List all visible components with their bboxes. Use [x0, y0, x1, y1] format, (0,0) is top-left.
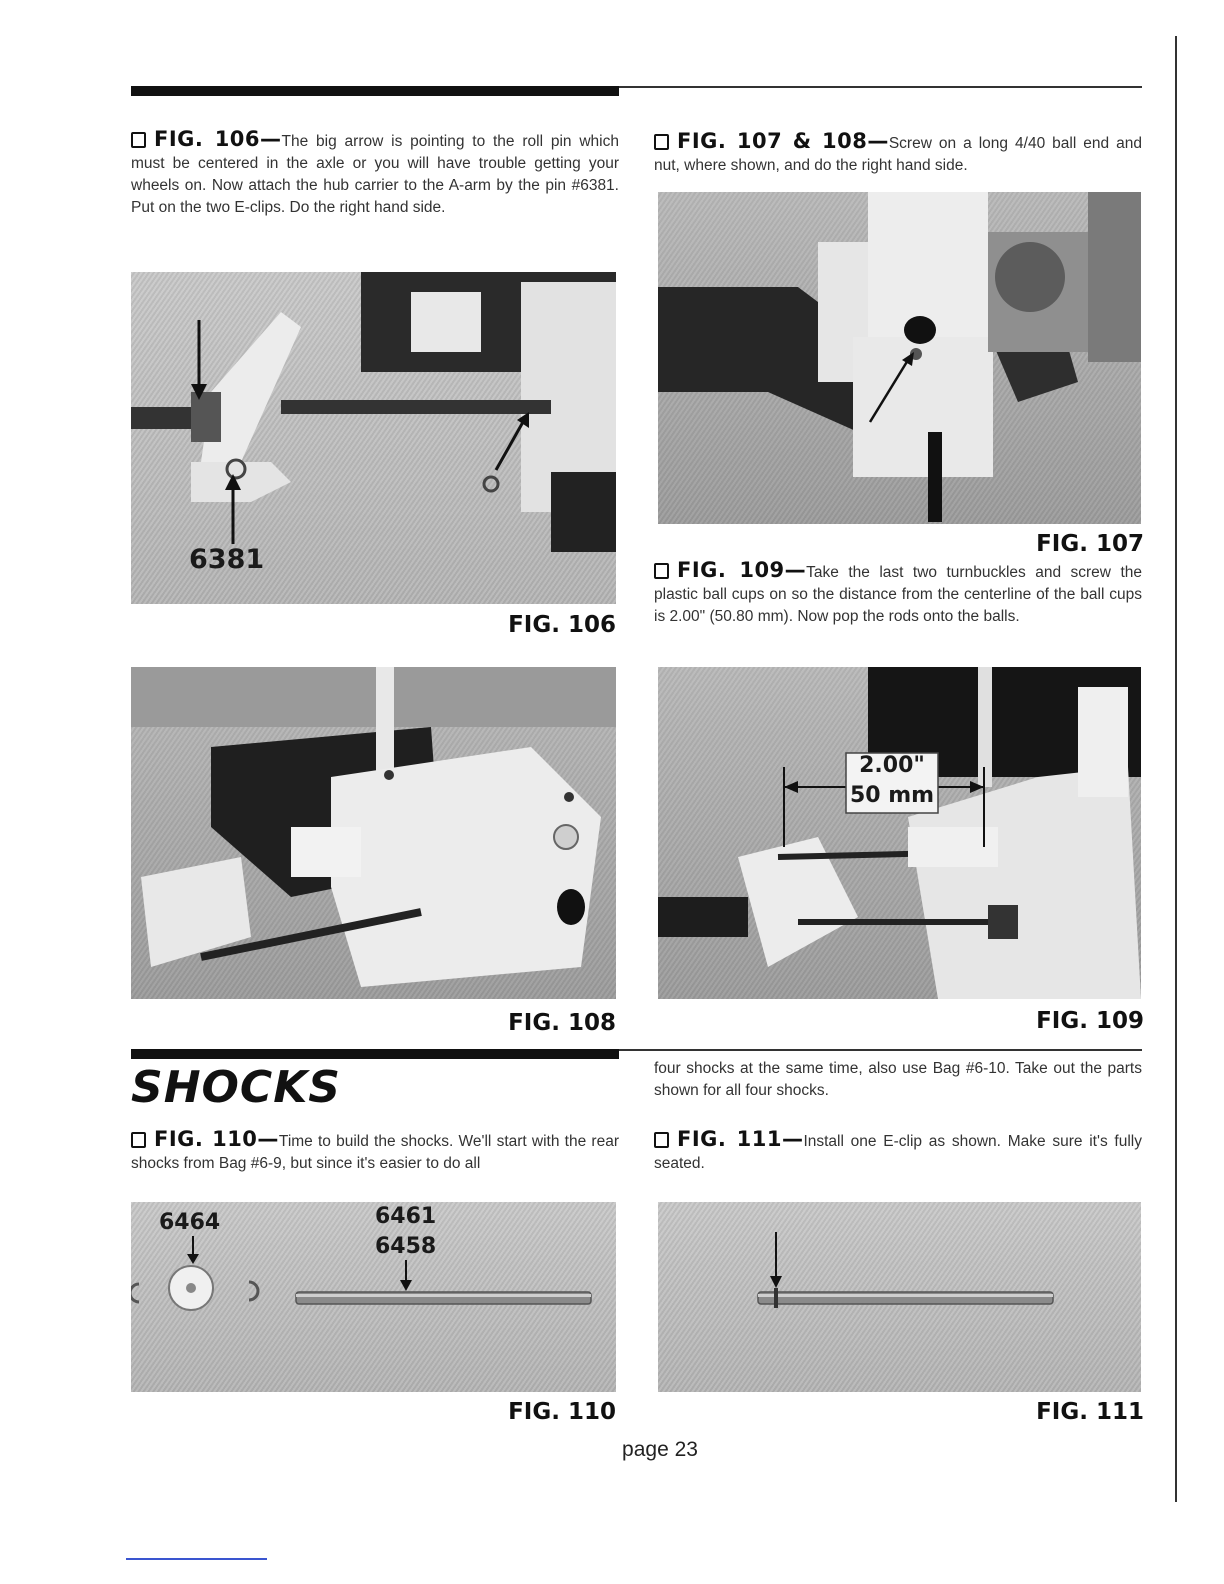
shocks-rule-thin	[619, 1049, 1142, 1051]
fig109-label: FIG. 109	[677, 558, 785, 582]
fig107-108-checkbox[interactable]	[654, 134, 669, 150]
fig106-photo	[131, 272, 616, 604]
fig107-caption: FIG. 107	[1036, 531, 1144, 557]
fig110-part-6464: 6464	[159, 1210, 221, 1235]
fig110-checkbox[interactable]	[131, 1132, 146, 1148]
fig111-photo	[658, 1202, 1141, 1392]
top-rule-thin	[619, 86, 1142, 88]
fig106-checkbox[interactable]	[131, 132, 146, 148]
top-rule-thick	[131, 86, 619, 96]
fig107-108-text: Screw on a long 4/40 ball end and nut, where shown, and do the right hand side.	[654, 135, 1142, 174]
fig107-108-label: FIG. 107 & 108	[677, 129, 868, 153]
fig107-photo	[658, 192, 1141, 524]
fig109-callout-inch: 2.00"	[859, 753, 925, 778]
fig109-photo	[658, 667, 1141, 999]
fig106-text: The big arrow is pointing to the roll pin which must be centered in the axle or you will have trouble getting your wheels on. Now attach the hub carrier to the A-arm by the pin #6381. Put on the two E-clips. Do the right hand side.	[131, 133, 619, 216]
fig111-caption: FIG. 111	[1036, 1399, 1144, 1425]
fig110-text: Time to build the shocks. We'll start with the rear shocks from Bag #6-9, but since it's easier to do all	[131, 1133, 619, 1172]
fig110-caption: FIG. 110	[508, 1399, 616, 1425]
fig109-text: Take the last two turnbuckles and screw the plastic ball cups on so the distance from the centerline of the ball cups is 2.00" (50.80 mm). Now pop the rods onto the balls.	[654, 564, 1142, 625]
fig110-paragraph: FIG. 110—Time to build the shocks. We'll start with the rear shocks from Bag #6-9, but since it's easier to do all	[131, 1127, 619, 1172]
right-margin-rule	[1175, 36, 1177, 1502]
shocks-rule-thick	[131, 1049, 619, 1059]
fig110-label: FIG. 110	[154, 1127, 258, 1151]
fig110-part-6461: 6461	[375, 1204, 437, 1229]
bottom-link-rule	[126, 1558, 267, 1560]
fig109-caption: FIG. 109	[1036, 1008, 1144, 1034]
fig109-paragraph: FIG. 109—Take the last two turnbuckles and screw the plastic ball cups on so the distance from the centerline of the ball cups is 2.00" (50.80 mm). Now pop the rods onto the balls.	[654, 558, 1142, 625]
fig111-text: Install one E-clip as shown. Make sure it's fully seated.	[654, 1133, 1142, 1172]
fig111-checkbox[interactable]	[654, 1132, 669, 1148]
fig108-caption: FIG. 108	[508, 1010, 616, 1036]
fig106-caption: FIG. 106	[508, 612, 616, 638]
fig111-label: FIG. 111	[677, 1127, 782, 1151]
fig111-paragraph: FIG. 111—Install one E-clip as shown. Make sure it's fully seated.	[654, 1127, 1142, 1172]
fig107-108-paragraph: FIG. 107 & 108—Screw on a long 4/40 ball end and nut, where shown, and do the right hand side.	[654, 129, 1142, 174]
fig109-checkbox[interactable]	[654, 563, 669, 579]
fig110-photo	[131, 1202, 616, 1392]
fig110-part-6458: 6458	[375, 1234, 437, 1259]
fig108-photo	[131, 667, 616, 999]
fig110-continuation: four shocks at the same time, also use Bag #6-10. Take out the parts shown for all four shocks.	[654, 1060, 1142, 1099]
fig106-paragraph: FIG. 106—The big arrow is pointing to the roll pin which must be centered in the axle or you will have trouble getting your wheels on. Now attach the hub carrier to the A-arm by the pin #6381. Put on the two E-clips. Do the right hand side.	[131, 127, 619, 216]
fig106-callout-6381: 6381	[189, 544, 265, 575]
page-number: page 23	[622, 1438, 698, 1461]
fig106-label: FIG. 106	[154, 127, 261, 151]
fig109-callout-mm: 50 mm	[849, 783, 935, 808]
shocks-title: SHOCKS	[131, 1062, 341, 1113]
